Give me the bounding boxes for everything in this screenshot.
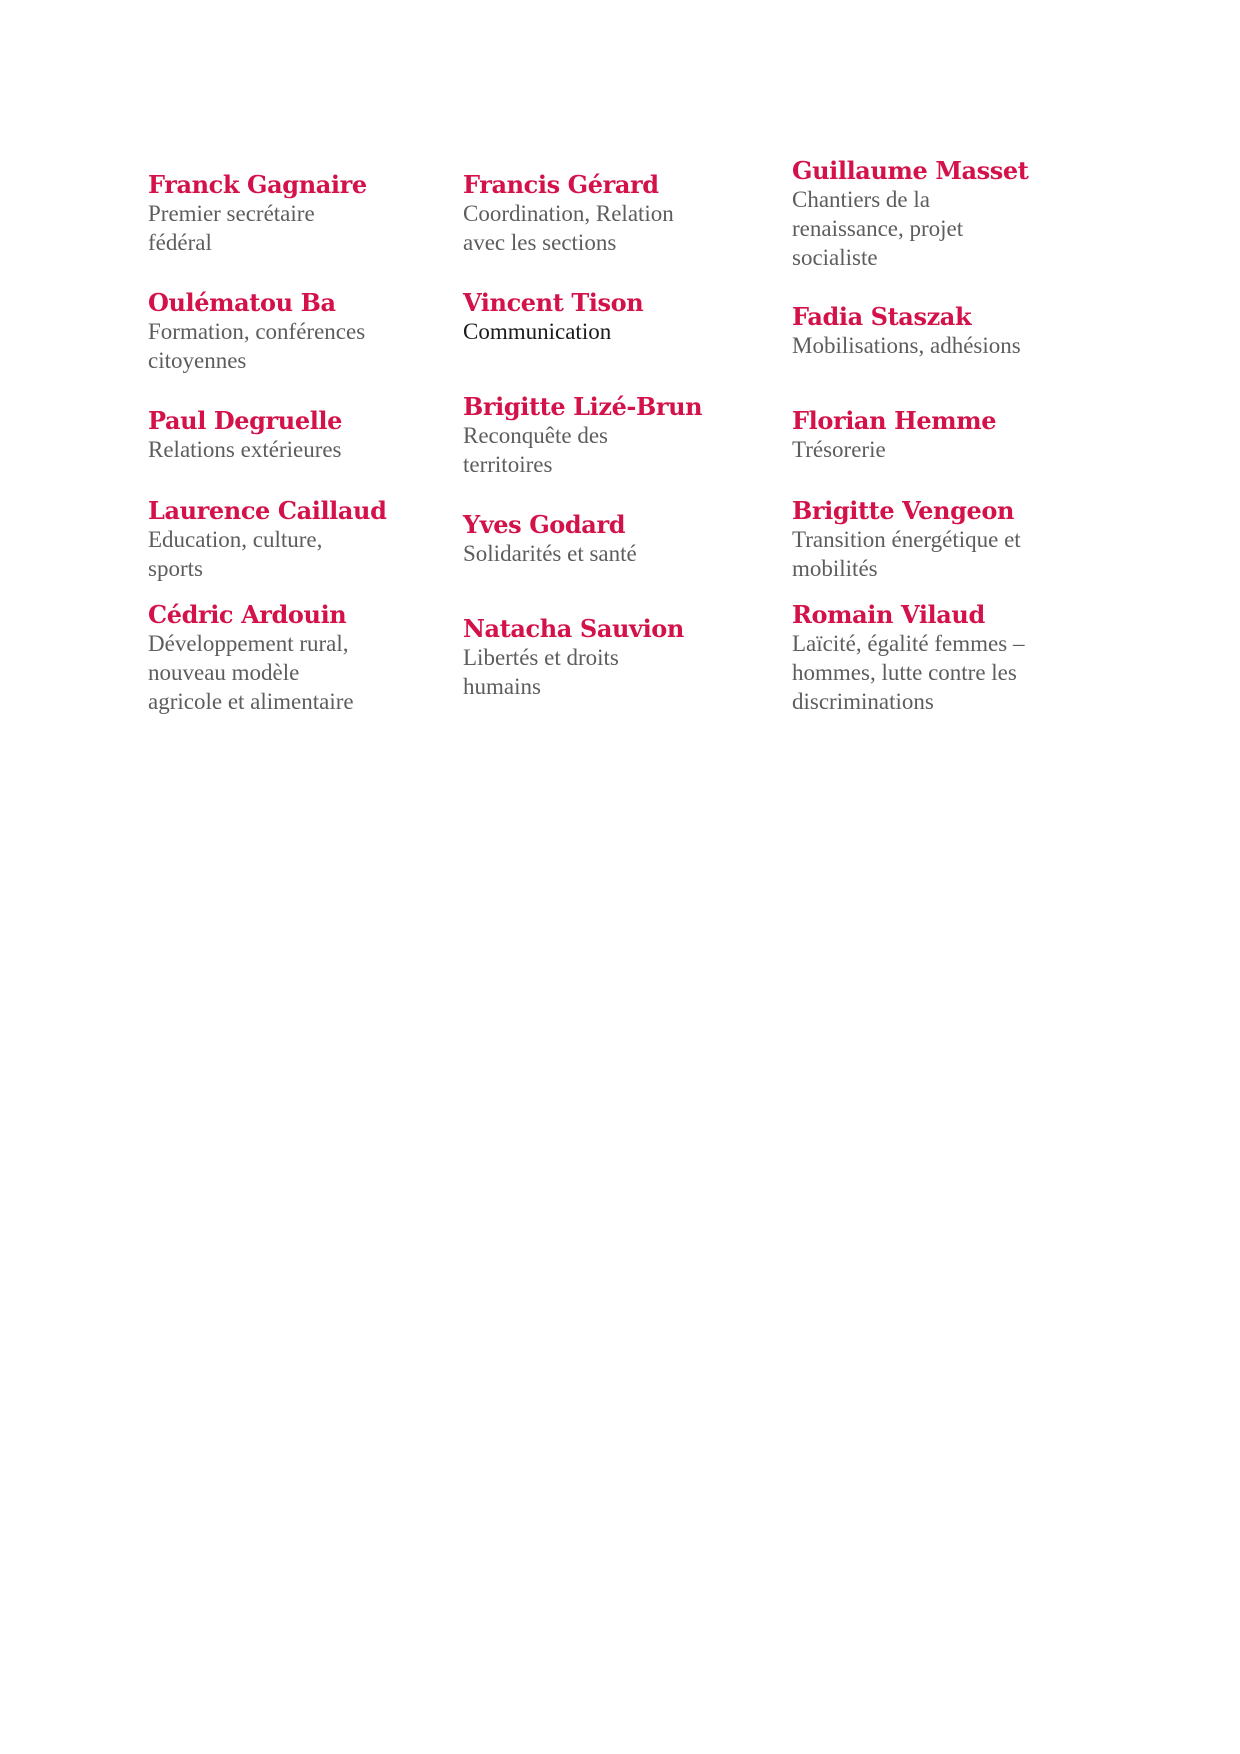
- member-role-line: avec les sections: [463, 230, 617, 255]
- member-entry: [148, 406, 448, 464]
- member-role-line: territoires: [463, 452, 553, 477]
- member-role-line: hommes, lutte contre les: [792, 660, 1017, 685]
- member-entry: [792, 156, 1092, 272]
- member-role-line: Développement rural,: [148, 631, 349, 656]
- member-role: [463, 421, 763, 479]
- member-name: Vincent Tison: [463, 288, 644, 317]
- member-entry: [463, 614, 763, 701]
- member-role-line: Chantiers de la: [792, 187, 930, 212]
- member-name: Cédric Ardouin: [148, 600, 347, 629]
- member-role: [792, 331, 1092, 360]
- member-name: Florian Hemme: [792, 406, 997, 435]
- member-name: Paul Degruelle: [148, 406, 343, 435]
- member-role: [792, 525, 1092, 583]
- member-entry: [463, 170, 763, 257]
- member-role: [792, 629, 1092, 716]
- member-role: [148, 525, 448, 583]
- member-entry: [792, 600, 1092, 716]
- member-name: Yves Godard: [463, 510, 626, 539]
- member-role-line: sports: [148, 556, 203, 581]
- member-entry: [148, 496, 448, 583]
- member-role-line: nouveau modèle: [148, 660, 300, 685]
- member-entry: [148, 288, 448, 375]
- member-role-line: socialiste: [792, 245, 878, 270]
- member-name: Franck Gagnaire: [148, 170, 367, 199]
- member-role: [792, 185, 1092, 272]
- member-name: Brigitte Lizé-Brun: [463, 392, 703, 421]
- member-entry: [463, 510, 763, 568]
- member-role: [148, 199, 448, 257]
- member-name: Guillaume Masset: [792, 156, 1029, 185]
- member-role: [463, 199, 763, 257]
- member-entry: [148, 600, 448, 716]
- member-role-line: Communication: [463, 319, 612, 344]
- member-role-line: Relations extérieures: [148, 437, 342, 462]
- member-entry: [792, 406, 1092, 464]
- member-role-line: Mobilisations, adhésions: [792, 333, 1021, 358]
- member-role-line: renaissance, projet: [792, 216, 964, 241]
- member-role-line: Formation, conférences: [148, 319, 366, 344]
- member-role-line: fédéral: [148, 230, 212, 255]
- member-role: [463, 539, 763, 568]
- member-role-line: Libertés et droits: [463, 645, 619, 670]
- member-role: [148, 317, 448, 375]
- member-role-line: Premier secrétaire: [148, 201, 315, 226]
- member-name: Brigitte Vengeon: [792, 496, 1014, 525]
- member-entry: [148, 170, 448, 257]
- member-role: [792, 435, 1092, 464]
- member-role-line: Trésorerie: [792, 437, 886, 462]
- member-name: Laurence Caillaud: [148, 496, 387, 525]
- member-role-line: Education, culture,: [148, 527, 323, 552]
- member-name: Fadia Staszak: [792, 302, 972, 331]
- member-entry: [792, 496, 1092, 583]
- member-role-line: agricole et alimentaire: [148, 689, 354, 714]
- member-name: Oulématou Ba: [148, 288, 336, 317]
- member-role-line: humains: [463, 674, 541, 699]
- member-name: Natacha Sauvion: [463, 614, 684, 643]
- member-entry: [463, 392, 763, 479]
- member-role-line: Reconquête des: [463, 423, 608, 448]
- member-role-line: Laïcité, égalité femmes –: [792, 631, 1025, 656]
- member-name: Romain Vilaud: [792, 600, 985, 629]
- member-role: [463, 317, 763, 346]
- member-entry: [463, 288, 763, 346]
- member-name: Francis Gérard: [463, 170, 659, 199]
- member-role-line: discriminations: [792, 689, 934, 714]
- member-role-line: citoyennes: [148, 348, 247, 373]
- member-role-line: mobilités: [792, 556, 878, 581]
- member-role: [148, 629, 448, 716]
- member-entry: [792, 302, 1092, 360]
- member-role: [463, 643, 763, 701]
- member-role-line: Solidarités et santé: [463, 541, 637, 566]
- member-role-line: Transition énergétique et: [792, 527, 1021, 552]
- member-role-line: Coordination, Relation: [463, 201, 674, 226]
- member-role: [148, 435, 448, 464]
